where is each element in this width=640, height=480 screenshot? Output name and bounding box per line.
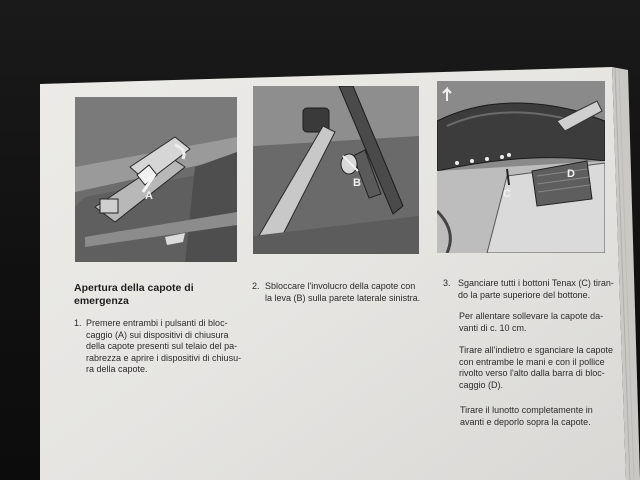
- step-2-line: la leva (B) sulla parete laterale sinistra.: [265, 292, 421, 303]
- heading-line-2: emergenza: [74, 295, 129, 307]
- note-line: Per allentare sollevare la capote da-: [459, 311, 604, 321]
- step-2-line: Sbloccare l'involucro della capote con: [265, 281, 416, 291]
- illustration-1: [75, 97, 237, 262]
- step-1-line: caggio (A) sui dispositivi di chiusura: [86, 329, 229, 340]
- step-3-note-1: [459, 311, 624, 334]
- step-3-line: Sganciare tutti i bottoni Tenax (C) tiran-: [458, 278, 614, 288]
- note-line: con entrambe le mani e con il pollice: [459, 356, 605, 367]
- step-1-line: ra della capote.: [86, 364, 148, 374]
- label-a: A: [145, 190, 153, 202]
- label-c: C: [503, 188, 511, 200]
- step-3-number: 3.: [443, 278, 451, 288]
- illustration-3: [437, 81, 605, 253]
- section-heading: [74, 282, 224, 308]
- step-1-line: della capote presenti sul telaio del pa-: [86, 341, 238, 351]
- step-2-number: 2.: [252, 281, 260, 291]
- step-3-line: do la parte superiore del bottone.: [458, 289, 591, 300]
- note-line: vanti di c. 10 cm.: [459, 322, 527, 333]
- note-line: avanti e deporlo sopra la capote.: [460, 416, 591, 427]
- note-line: caggio (D).: [459, 379, 504, 390]
- note-line: Tirare il lunotto completamente in: [460, 405, 593, 415]
- label-d: D: [567, 168, 575, 180]
- heading-line-1: Apertura della capote di: [74, 282, 194, 294]
- note-line: rivolto verso l'alto dalla barra di bloc-: [459, 368, 605, 378]
- step-3-note-3: [460, 405, 625, 428]
- step-3-note-2: [459, 345, 624, 391]
- note-line: Tirare all'indietro e sganciare la capote: [459, 345, 613, 355]
- label-b: B: [353, 177, 361, 189]
- step-1-line: rabrezza e aprire i dispositivi di chiusu-: [86, 352, 242, 363]
- step-1-line: Premere entrambi i pulsanti di bloc-: [86, 318, 228, 328]
- step-1-number: 1.: [74, 318, 82, 328]
- illustration-2: [253, 86, 419, 254]
